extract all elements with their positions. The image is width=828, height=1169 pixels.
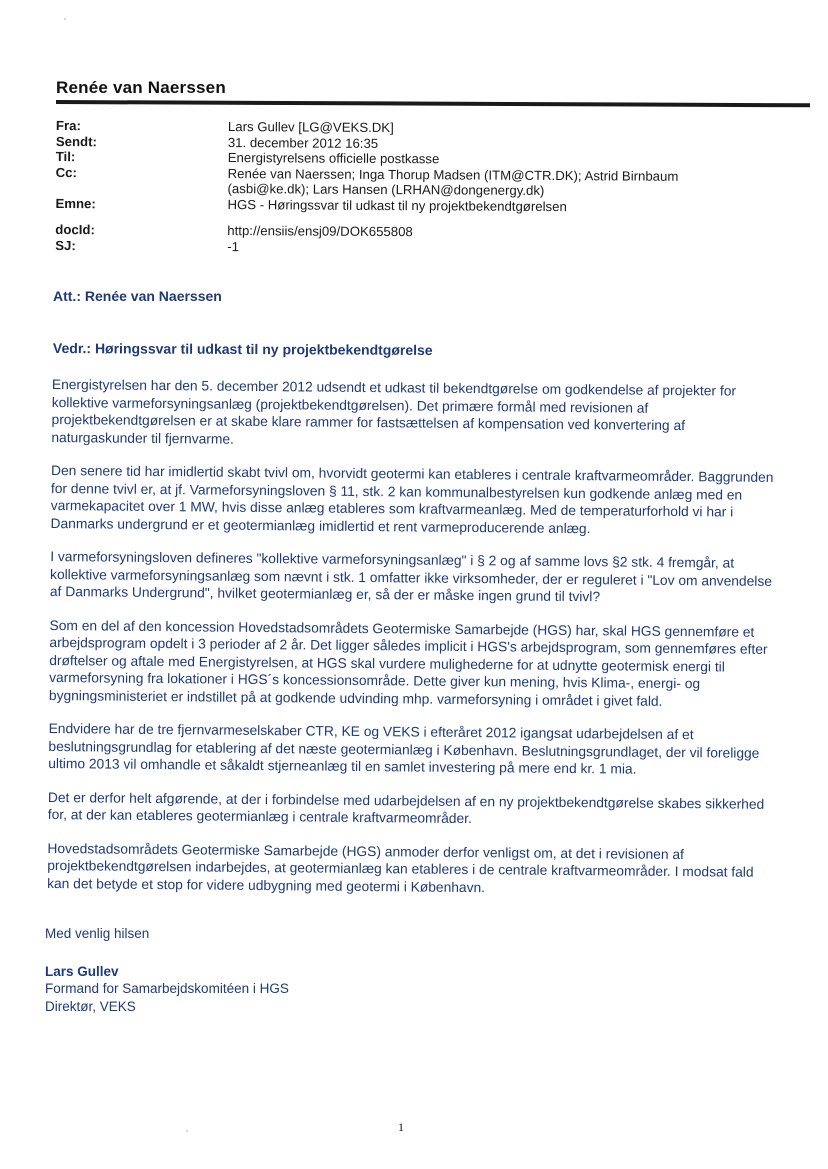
page-number: 1 bbox=[398, 1120, 404, 1134]
header-divider bbox=[56, 100, 810, 107]
to-label: Til: bbox=[55, 148, 76, 165]
body-paragraph: Endvidere har de tre fjernvarmeselskaber CTR, KE og VEKS i efteråret 2012 igangsat udarbejdelsen af et beslutningsgrundlag for etablering af det næste geotermianlæg i København. Beslutningsgrundlaget, der vil foreligge ultimo 2013 vil omhandle et såkaldt stjerneanlæg til en samlet investering på mere end kr. 1 mia. bbox=[48, 720, 760, 777]
from-value: Lars Gullev [LG@VEKS.DK] bbox=[227, 119, 394, 136]
signer-name: Lars Gullev bbox=[45, 963, 119, 979]
sj-value: -1 bbox=[227, 238, 240, 254]
subject-label: Emne: bbox=[55, 195, 96, 211]
letter-closing bbox=[45, 925, 289, 1015]
email-metadata bbox=[55, 118, 796, 258]
signer-title: Formand for Samarbejdskomitéen i HGS bbox=[45, 981, 289, 996]
recipient-name-heading: Renée van Naerssen bbox=[56, 78, 226, 97]
cc-value-line1: Renée van Naerssen; Inga Thorup Madsen (ITM@CTR.DK); Astrid Birnbaum bbox=[227, 165, 679, 184]
body-paragraph: Det er derfor helt afgørende, at der i forbindelse med udarbejdelsen af en ny projektbekendtgørelse skabes sikkerhed for, at der kan etableres geotermianlæg i centrale kraftvarmeområder. bbox=[47, 789, 765, 827]
subject-heading: Vedr.: Høringssvar til udkast til ny projektbekendtgørelse bbox=[52, 340, 433, 358]
attention-line: Att.: Renée van Naerssen bbox=[53, 288, 222, 304]
docid-value: http://ensiis/ensj09/DOK655808 bbox=[227, 223, 413, 240]
sent-label: Sendt: bbox=[55, 133, 97, 149]
subject-value: HGS - Høringssvar til udkast til ny projektbekendtgørelsen bbox=[227, 196, 567, 214]
sj-label: SJ: bbox=[55, 237, 76, 253]
body-paragraph: I varmeforsyningsloven defineres "kollektive varmeforsyningsanlæg" i § 2 og af samme lovs §2 stk. 4 fremgår, at kollektive varmeforsyningsanlæg som nævnt i stk. 1 omfatter ikke virksomheder, der er reguleret i "Lov om anvendelse af Danmarks Undergrund", hvilket geotermianlæg er, så der er måske ingen grund til tvivl? bbox=[49, 548, 773, 605]
cc-value-line2: (asbi@ke.dk); Lars Hansen (LRHAN@dongenergy.dk) bbox=[227, 181, 545, 198]
from-label: Fra: bbox=[55, 118, 81, 134]
cc-label: Cc: bbox=[55, 164, 77, 180]
sent-value: 31. december 2012 16:35 bbox=[227, 134, 379, 151]
scan-speck bbox=[64, 18, 66, 20]
meta-sj-row bbox=[55, 237, 795, 257]
body-paragraph: Den senere tid har imidlertid skabt tvivl om, hvorvidt geotermi kan etableres i centrale kraftvarmeområder. Baggrunden for denne tvivl er, at jf. Varmeforsyningsloven § 11, stk. 2 kan kommunalbestyrelsen kun godkende anlæg med en varmekapacitet over 1 MW, hvis disse anlæg etableres som kraftvarmeanlæg. Med de temperaturforhold vi har i Danmarks undergrund er et geotermianlæg imidlertid et rent varmeproducerende anlæg. bbox=[50, 462, 774, 536]
body-paragraph: Som en del af den koncession Hovedstadsområdets Geotermiske Samarbejde (HGS) har, skal HGS gennemføre et arbejdsprogram opdelt i 3 perioder af 2 år. Det ligger således implicit i HGS's arbejdsprogram, som gennemføres efter drøftelser og aftale med Energistyrelsen, at HGS skal vurdere mulighederne for at udnytte geotermisk energi til varmeforsyning fra lokationer i HGS´s koncessionsområde. Dette giver kun mening, hvis Klima-, energi- og bygningsministeriet er indstillet på at godkende udvinding mhp. varmeforsyning i området i givet fald. bbox=[48, 617, 768, 709]
closing-regards: Med venlig hilsen bbox=[45, 926, 150, 941]
body-paragraph: Hovedstadsområdets Geotermiske Samarbejde (HGS) anmoder derfor venligst om, at det i revisionen af projektbekendtgørelsen indarbejdes, at geotermianlæg kan etableres i de centrale kraftvarmeområder. I modsat fald kan det betyde et stop for videre udbygning med geotermi i København. bbox=[47, 840, 754, 895]
signer-organization: Direktør, VEKS bbox=[45, 998, 136, 1014]
to-value: Energistyrelsens officielle postkasse bbox=[227, 150, 440, 167]
body-paragraph: Energistyrelsen har den 5. december 2012 udsendt et udkast til bekendtgørelse om godkendelse af projekter for kollektive varmeforsyningsanlæg (projektbekendtgørelsen). Det primære formål med revisionen af projektbekendtgørelsen er at skabe klare rammer for fastsættelsen af kompensation ved konvertering af naturgaskunder til fjernvarme. bbox=[51, 376, 737, 447]
docid-label: docId: bbox=[55, 221, 95, 238]
letter-body bbox=[47, 376, 780, 915]
scan-speck bbox=[186, 1130, 188, 1132]
